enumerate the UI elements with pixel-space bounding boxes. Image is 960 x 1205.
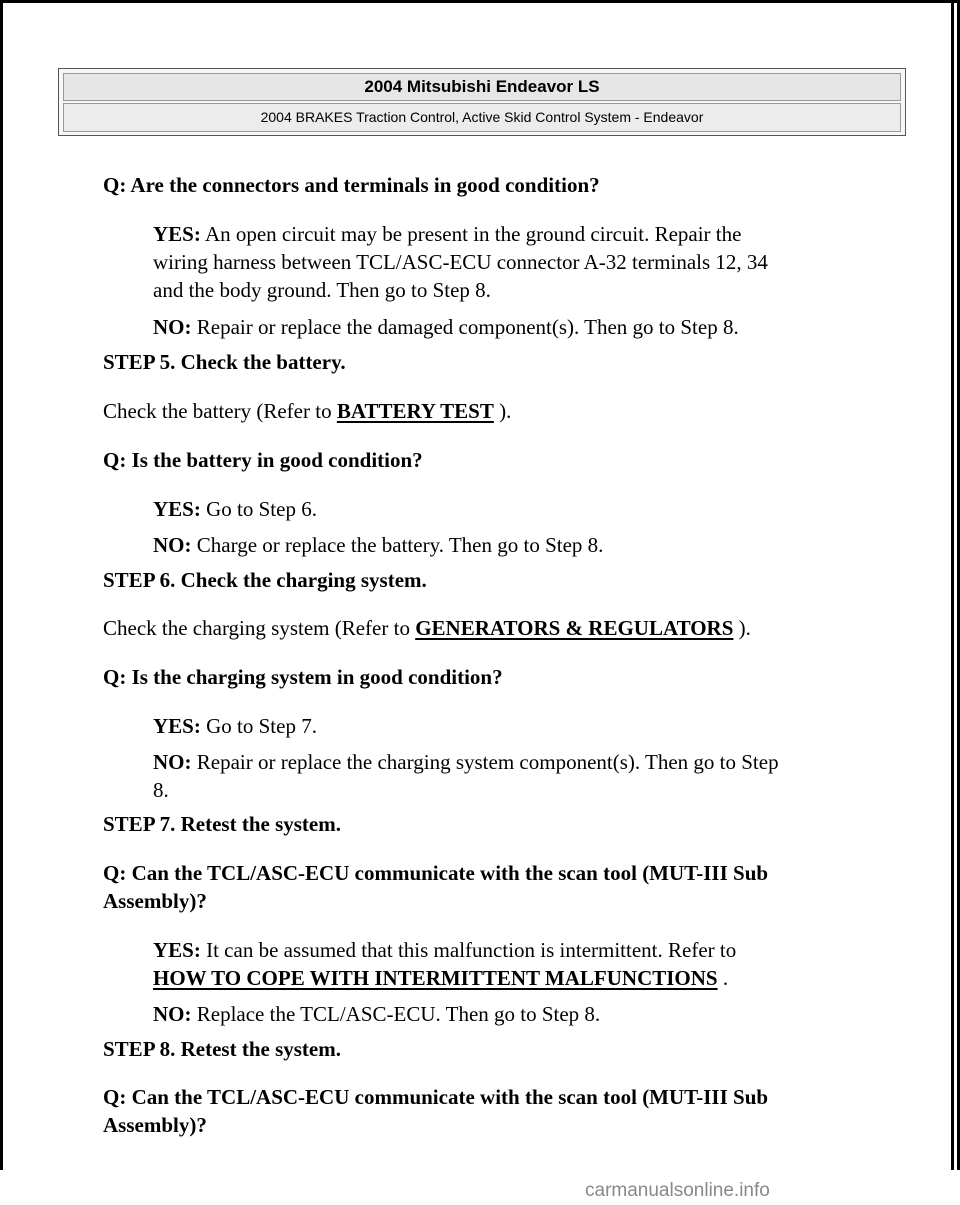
step-6-heading: STEP 6. Check the charging system.	[103, 568, 427, 592]
header-title: 2004 Mitsubishi Endeavor LS	[63, 73, 901, 101]
question-communicate-step8: Q: Can the TCL/ASC-ECU communicate with the scan tool (MUT-III Sub	[103, 1085, 769, 1109]
instruction-text: Check the battery (Refer to	[103, 399, 337, 423]
answer-yes-charging	[153, 712, 317, 740]
answer-no-communicate-step7	[153, 1000, 600, 1028]
answer-text: Go to Step 7.	[200, 714, 317, 738]
answer-yes-battery	[153, 495, 317, 523]
step-8-heading: STEP 8. Retest the system.	[103, 1037, 341, 1061]
answer-text: An open circuit may be present in the ground circuit. Repair the	[200, 222, 742, 246]
no-label: NO:	[153, 750, 192, 774]
answer-text: Replace the TCL/ASC-ECU. Then go to Step 8.	[191, 1002, 601, 1026]
question-communicate-step7-line2: Assembly)?	[103, 889, 207, 913]
link-suffix: .	[717, 966, 729, 990]
step-5-heading: STEP 5. Check the battery.	[103, 350, 346, 374]
instruction-text-end: ).	[733, 616, 751, 640]
no-label: NO:	[153, 315, 192, 339]
step-5-instruction	[103, 397, 511, 425]
question-battery: Q: Is the battery in good condition?	[103, 448, 423, 472]
watermark-text: carmanualsonline.info	[585, 1180, 770, 1201]
answer-no-connectors	[153, 313, 739, 341]
page-border-right	[951, 0, 954, 1170]
answer-yes-connectors	[153, 220, 741, 248]
no-label: NO:	[153, 1002, 192, 1026]
document-header	[58, 68, 906, 136]
page-border-left	[0, 0, 3, 1170]
answer-text: Repair or replace the damaged component(s). Then go to Step 8.	[191, 315, 739, 339]
question-connectors: Q: Are the connectors and terminals in good condition?	[103, 173, 600, 197]
answer-no-charging	[153, 748, 779, 776]
yes-label: YES:	[153, 222, 201, 246]
answer-text: Go to Step 6.	[200, 497, 317, 521]
step-7-heading: STEP 7. Retest the system.	[103, 812, 341, 836]
generators-regulators-link[interactable]: GENERATORS & REGULATORS	[415, 616, 734, 640]
question-charging: Q: Is the charging system in good condition?	[103, 665, 503, 689]
answer-text: It can be assumed that this malfunction is intermittent. Refer to	[200, 938, 737, 962]
yes-label: YES:	[153, 938, 201, 962]
instruction-text-end: ).	[493, 399, 512, 423]
answer-text: Charge or replace the battery. Then go to Step 8.	[191, 533, 604, 557]
no-label: NO:	[153, 533, 192, 557]
step-6-instruction	[103, 614, 751, 642]
instruction-text: Check the charging system (Refer to	[103, 616, 416, 640]
yes-label: YES:	[153, 497, 201, 521]
answer-yes-connectors-line2: wiring harness between TCL/ASC-ECU connector A-32 terminals 12, 34	[153, 250, 768, 274]
page-border-top	[0, 0, 960, 3]
intermittent-malfunctions-link[interactable]: HOW TO COPE WITH INTERMITTENT MALFUNCTIONS	[153, 966, 718, 990]
yes-label: YES:	[153, 714, 201, 738]
question-communicate-step8-line2: Assembly)?	[103, 1113, 207, 1137]
answer-no-charging-line2: 8.	[153, 778, 169, 802]
intermittent-malfunctions-line	[153, 964, 728, 992]
answer-yes-connectors-line3: and the body ground. Then go to Step 8.	[153, 278, 491, 302]
answer-yes-communicate-step7	[153, 936, 736, 964]
battery-test-link[interactable]: BATTERY TEST	[336, 399, 494, 423]
question-communicate-step7: Q: Can the TCL/ASC-ECU communicate with the scan tool (MUT-III Sub	[103, 861, 769, 885]
answer-no-battery	[153, 531, 603, 559]
header-subtitle: 2004 BRAKES Traction Control, Active Skid Control System - Endeavor	[63, 103, 901, 132]
answer-text: Repair or replace the charging system component(s). Then go to Step	[191, 750, 779, 774]
